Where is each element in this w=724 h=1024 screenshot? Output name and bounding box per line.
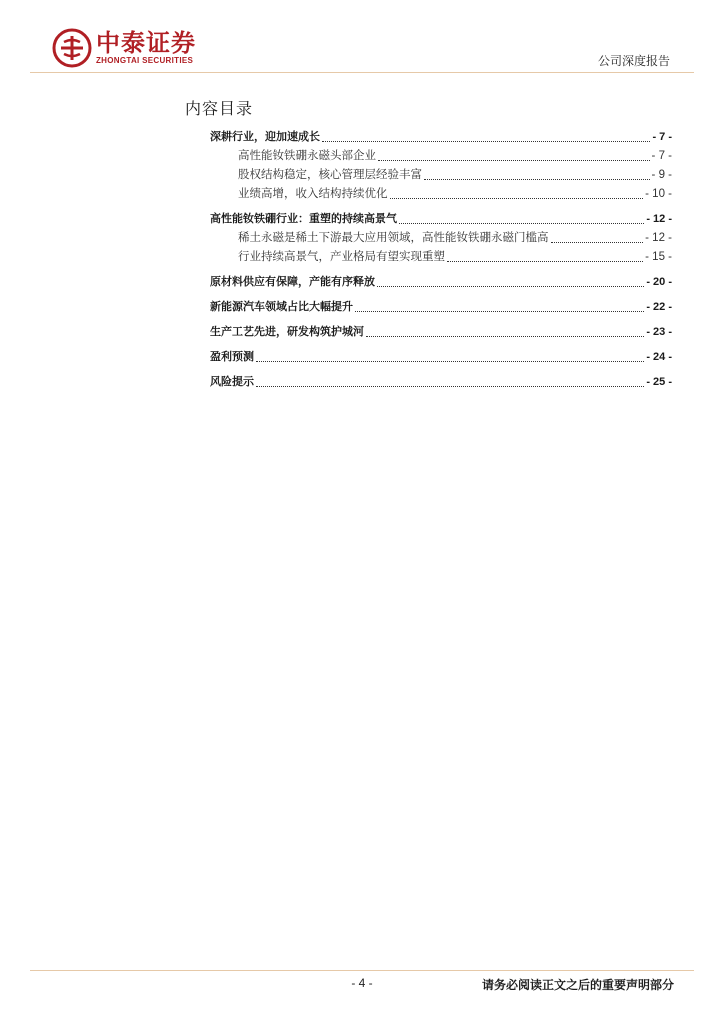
toc-entry[interactable] — [210, 229, 672, 248]
brand-name-en: ZHONGTAI SECURITIES — [96, 56, 194, 65]
toc-entry-label: 行业持续高景气，产业格局有望实现重塑 — [238, 249, 445, 263]
toc-entry-label: 风险提示 — [210, 375, 254, 388]
toc-entry-page: - 22 - — [646, 301, 672, 313]
zhongtai-logo-icon — [52, 28, 92, 68]
toc-leader-dots — [424, 178, 650, 180]
toc-entry-page: - 12 - — [645, 232, 672, 244]
footer-divider — [30, 970, 694, 971]
table-of-contents — [210, 128, 672, 392]
toc-leader-dots — [551, 241, 644, 243]
toc-entry-label: 股权结构稳定，核心管理层经验丰富 — [238, 167, 422, 181]
toc-entry-page: - 23 - — [646, 326, 672, 338]
toc-entry[interactable] — [210, 248, 672, 267]
toc-entry-page: - 10 - — [645, 188, 672, 200]
toc-leader-dots — [390, 197, 644, 199]
toc-entry[interactable] — [210, 210, 672, 229]
toc-entry-label: 生产工艺先进，研发构筑护城河 — [210, 325, 364, 338]
company-logo — [52, 28, 196, 68]
toc-leader-dots — [256, 360, 644, 362]
toc-title: 内容目录 — [185, 99, 254, 118]
toc-entry-page: - 12 - — [646, 213, 672, 225]
toc-entry-label: 业绩高增，收入结构持续优化 — [238, 186, 388, 200]
toc-leader-dots — [355, 310, 644, 312]
toc-leader-dots — [447, 260, 643, 262]
report-type-label: 公司深度报告 — [597, 54, 670, 68]
toc-entry-label: 高性能钕铁硼永磁头部企业 — [238, 148, 376, 162]
toc-leader-dots — [366, 335, 644, 337]
toc-entry-page: - 7 - — [651, 150, 672, 162]
toc-entry-page: - 24 - — [646, 351, 672, 363]
header-divider — [30, 72, 694, 73]
toc-entry[interactable] — [210, 348, 672, 367]
toc-entry-page: - 9 - — [651, 169, 672, 181]
toc-entry-page: - 7 - — [652, 131, 672, 143]
toc-entry[interactable] — [210, 166, 672, 185]
footer-disclaimer: 请务必阅读正文之后的重要声明部分 — [481, 978, 674, 992]
brand-name-cn: 中泰证券 — [96, 29, 196, 57]
toc-leader-dots — [378, 159, 650, 161]
toc-entry-label: 新能源汽车领域占比大幅提升 — [210, 300, 353, 313]
toc-entry[interactable] — [210, 185, 672, 204]
toc-entry-label: 盈利预测 — [210, 350, 254, 363]
toc-entry[interactable] — [210, 147, 672, 166]
toc-entry-page: - 20 - — [646, 276, 672, 288]
toc-leader-dots — [399, 222, 644, 224]
toc-entry-page: - 25 - — [646, 376, 672, 388]
toc-entry[interactable] — [210, 298, 672, 317]
toc-leader-dots — [377, 285, 644, 287]
toc-entry[interactable] — [210, 323, 672, 342]
toc-entry-label: 高性能钕铁硼行业：重塑的持续高景气 — [210, 212, 397, 225]
toc-entry-label: 稀土永磁是稀土下游最大应用领域，高性能钕铁硼永磁门槛高 — [238, 230, 549, 244]
toc-entry[interactable] — [210, 128, 672, 147]
toc-entry[interactable] — [210, 373, 672, 392]
page-number: - 4 - — [351, 976, 373, 990]
toc-entry-label: 深耕行业，迎加速成长 — [210, 130, 320, 143]
toc-leader-dots — [322, 140, 650, 142]
toc-entry[interactable] — [210, 273, 672, 292]
toc-entry-label: 原材料供应有保障，产能有序释放 — [210, 275, 375, 288]
toc-entry-page: - 15 - — [645, 251, 672, 263]
toc-leader-dots — [256, 385, 644, 387]
